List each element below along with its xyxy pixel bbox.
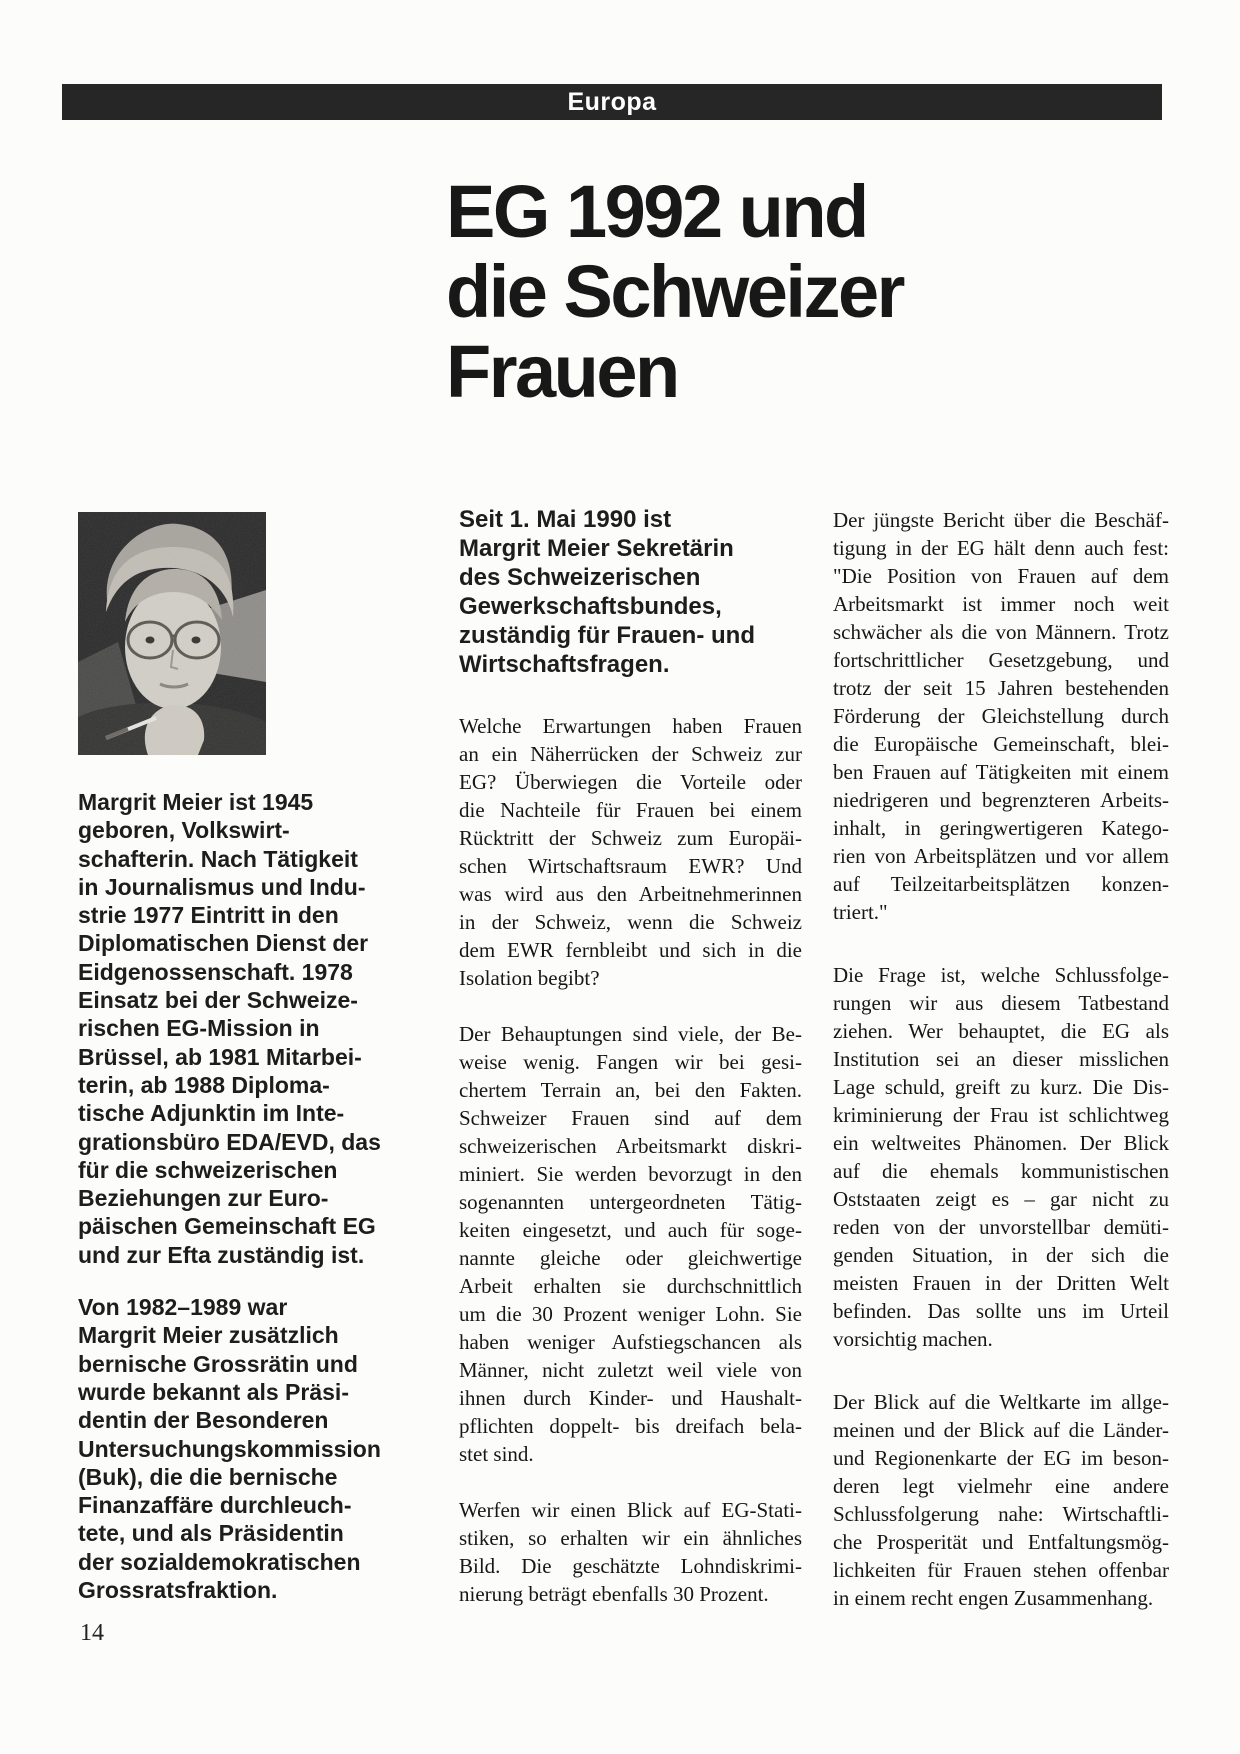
text-line: Der jüngste Bericht über die Beschäf- — [833, 508, 1169, 532]
text-line: EG? Überwiegen die Vorteile oder — [459, 770, 802, 794]
body-paragraph — [459, 1020, 802, 1468]
text-line: ein weltweites Phänomen. Der Blick — [833, 1131, 1169, 1155]
text-line: in Journalismus und Indu- — [78, 873, 366, 900]
text-line: und zur Efta zuständig ist. — [78, 1241, 365, 1268]
text-line: keiten eingesetzt, und auch für soge- — [459, 1218, 802, 1242]
text-line: ziehen. Wer behauptet, die EG als — [833, 1019, 1169, 1043]
text-line: Seit 1. Mai 1990 ist — [459, 506, 672, 533]
text-line: auf die ehemals kommunistischen — [833, 1159, 1169, 1183]
text-line: Margrit Meier zusätzlich — [78, 1322, 339, 1349]
text-line: Schlussfolgerung nahe: Wirtschaftli- — [833, 1502, 1169, 1526]
section-header-bar — [62, 84, 1162, 120]
text-line: Isolation begibt? — [459, 966, 600, 990]
body-paragraph — [459, 1496, 802, 1608]
column-right — [833, 506, 1169, 1612]
text-line: schen Wirtschaftsraum EWR? Und — [459, 854, 802, 878]
text-line: der sozialdemokratischen — [78, 1548, 361, 1575]
text-line: geboren, Volkswirt- — [78, 817, 290, 844]
text-line: rischen EG-Mission in — [78, 1015, 320, 1042]
text-line: die Europäische Gemeinschaft, blei- — [833, 732, 1169, 756]
text-line: schwächer als die von Männern. Trotz — [833, 620, 1169, 644]
section-label: Europa — [567, 87, 657, 116]
body-paragraph — [833, 961, 1169, 1353]
text-line: deren legt vielmehr eine andere — [833, 1474, 1169, 1498]
text-line: um die 30 Prozent weniger Lohn. Sie — [459, 1302, 802, 1326]
text-line: miniert. Sie werden bevorzugt in den — [459, 1162, 802, 1186]
text-line: pflichten doppelt- bis dreifach bela- — [459, 1414, 802, 1438]
body-paragraph — [833, 1388, 1169, 1612]
text-line: Gewerkschaftsbundes, — [459, 593, 722, 620]
text-line: Margrit Meier ist 1945 — [78, 789, 314, 815]
bio-paragraph-2 — [78, 1293, 416, 1604]
text-line: Förderung der Gleichstellung durch — [833, 704, 1169, 728]
text-line: zuständig für Frauen- und — [459, 622, 755, 649]
text-line: Margrit Meier Sekretärin — [459, 535, 734, 562]
text-line: Männer, nicht zuletzt weil viele von — [459, 1358, 802, 1382]
text-line: bernische Grossrätin und — [78, 1350, 358, 1377]
column-middle — [459, 505, 802, 1608]
text-line: Eidgenossenschaft. 1978 — [78, 958, 353, 985]
text-line: die Nachteile für Frauen bei einem — [459, 798, 802, 822]
text-line: tete, und als Präsidentin — [78, 1520, 344, 1547]
text-line: fortschrittlicher Gesetzgebung, und — [833, 648, 1169, 672]
text-line: was wird aus den Arbeitnehmerinnen — [459, 882, 802, 906]
text-line: triert." — [833, 900, 888, 924]
text-line: EG 1992 und — [446, 169, 867, 253]
text-line: niedrigeren und begrenzteren Arbeits- — [833, 788, 1169, 812]
text-line: Finanzaffäre durchleuch- — [78, 1492, 352, 1519]
text-line: befinden. Das sollte uns im Urteil — [833, 1299, 1169, 1323]
text-line: chertem Terrain an, bei den Fakten. — [459, 1078, 802, 1102]
text-line: kriminierung der Frau ist schlichtweg — [833, 1103, 1169, 1127]
text-line: und Regionenkarte der EG im beson- — [833, 1446, 1169, 1470]
text-line: ihnen durch Kinder- und Haushalt- — [459, 1386, 802, 1410]
text-line: che Prosperität und Entfaltungsmög- — [833, 1530, 1169, 1554]
text-line: wurde bekannt als Präsi- — [78, 1378, 349, 1405]
text-line: für die schweizerischen — [78, 1156, 338, 1183]
text-line: lichkeiten für Frauen stehen offenbar — [833, 1558, 1169, 1582]
text-line: Frauen — [446, 329, 678, 413]
text-line: stiken, so erhalten wir ein ähnliches — [459, 1526, 802, 1550]
body-paragraph — [833, 506, 1169, 926]
text-line: (Buk), die die bernische — [78, 1463, 338, 1490]
text-line: vorsichtig machen. — [833, 1327, 993, 1351]
text-line: Der Blick auf die Weltkarte im allge- — [833, 1390, 1169, 1414]
text-line: schafterin. Nach Tätigkeit — [78, 845, 358, 872]
text-line: dentin der Besonderen — [78, 1407, 329, 1434]
text-line: Schweizer Frauen sind auf dem — [459, 1106, 802, 1130]
page-number: 14 — [80, 1620, 104, 1646]
text-line: haben weniger Aufstiegschancen als — [459, 1330, 802, 1354]
text-line: inhalt, in geringwertigeren Katego- — [833, 816, 1169, 840]
text-line: tische Adjunktin im Inte- — [78, 1100, 345, 1127]
text-line: meisten Frauen in der Dritten Welt — [833, 1271, 1169, 1295]
bio-paragraph-1 — [78, 788, 416, 1269]
text-line: terin, ab 1988 Diploma- — [78, 1071, 330, 1098]
article-title — [446, 169, 1186, 413]
text-line: Lage schuld, greift zu kurz. Die Dis- — [833, 1075, 1169, 1099]
text-line: in einem recht engen Zusammenhang. — [833, 1586, 1154, 1610]
text-line: weise wenig. Fangen wir bei gesi- — [459, 1050, 802, 1074]
text-line: Institution sei an dieser misslichen — [833, 1047, 1169, 1071]
text-line: nannte gleiche oder gleichwertige — [459, 1246, 802, 1270]
text-line: Die Frage ist, welche Schlussfolge- — [833, 963, 1169, 987]
text-line: die Schweizer — [446, 249, 903, 333]
text-line: Einsatz bei der Schweize- — [78, 987, 358, 1014]
text-line: Beziehungen zur Euro- — [78, 1185, 329, 1212]
text-line: Bild. Die geschätzte Lohndiskrimi- — [459, 1554, 802, 1578]
text-line: in der Schweiz, wenn die Schweiz — [459, 910, 802, 934]
text-line: päischen Gemeinschaft EG — [78, 1213, 376, 1240]
text-line: trotz der seit 15 Jahren bestehenden — [833, 676, 1169, 700]
text-line: Arbeitsmarkt ist immer noch weit — [833, 592, 1169, 616]
text-line: auf Teilzeitarbeitsplätzen konzen- — [833, 872, 1169, 896]
text-line: tigung in der EG hält denn auch fest: — [833, 536, 1169, 560]
text-line: meinen und der Blick auf die Länder- — [833, 1418, 1169, 1442]
text-line: ben Frauen auf Tätigkeiten mit einem — [833, 760, 1169, 784]
article-lead — [459, 505, 802, 679]
text-line: rien von Arbeitsplätzen und vor allem — [833, 844, 1169, 868]
text-line: Welche Erwartungen haben Frauen — [459, 714, 802, 738]
text-line: Arbeit erhalten sie durchschnittlich — [459, 1274, 802, 1298]
text-line: Rücktritt der Schweiz zum Europäi- — [459, 826, 802, 850]
text-line: "Die Position von Frauen auf dem — [833, 564, 1169, 588]
text-line: sogenannten untergeordneten Tätig- — [459, 1190, 802, 1214]
text-line: Der Behauptungen sind viele, der Be- — [459, 1022, 802, 1046]
text-line: an ein Näherrücken der Schweiz zur — [459, 742, 802, 766]
text-line: des Schweizerischen — [459, 564, 701, 591]
text-line: Wirtschaftsfragen. — [459, 651, 670, 678]
text-line: strie 1977 Eintritt in den — [78, 902, 339, 929]
text-line: rungen wir aus diesem Tatbestand — [833, 991, 1169, 1015]
text-line: Von 1982–1989 war — [78, 1294, 288, 1321]
text-line: Oststaaten zeigt es – gar nicht zu — [833, 1187, 1169, 1211]
portrait-illustration — [78, 512, 266, 755]
body-paragraph — [459, 712, 802, 992]
text-line: grationsbüro EDA/EVD, das — [78, 1128, 381, 1155]
text-line: nierung beträgt ebenfalls 30 Prozent. — [459, 1582, 769, 1606]
portrait-photo — [78, 512, 266, 755]
text-line: Werfen wir einen Blick auf EG-Stati- — [459, 1498, 802, 1522]
text-line: reden von der unvorstellbar demüti- — [833, 1215, 1169, 1239]
column-biography — [78, 788, 416, 1604]
text-line: Diplomatischen Dienst der — [78, 930, 369, 957]
text-line: Untersuchungskommission — [78, 1435, 381, 1462]
text-line: Brüssel, ab 1981 Mitarbei- — [78, 1043, 362, 1070]
text-line: stet sind. — [459, 1442, 534, 1466]
text-line: Grossratsfraktion. — [78, 1577, 278, 1604]
text-line: genden Situation, in der sich die — [833, 1243, 1169, 1267]
text-line: schweizerischen Arbeitsmarkt diskri- — [459, 1134, 802, 1158]
text-line: dem EWR fernbleibt und sich in die — [459, 938, 802, 962]
